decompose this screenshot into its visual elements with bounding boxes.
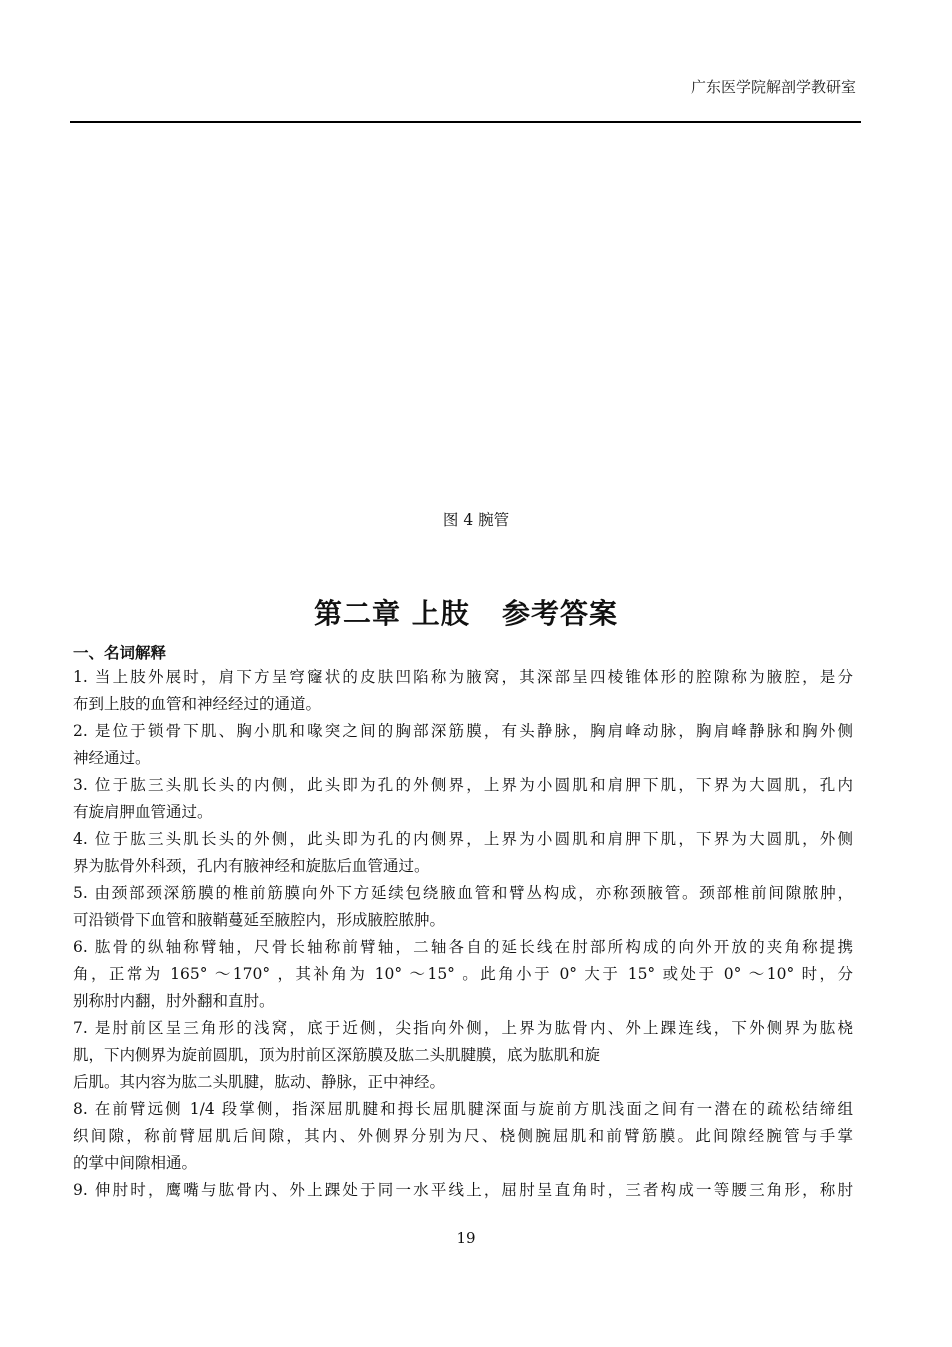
text-line: 8. 在前臂远侧 1/4 段掌侧，指深屈肌腱和拇长屈肌腱深面与旋前方肌浅面之间有一潜在的疏松结缔组: [73, 1100, 853, 1118]
header-institution: 广东医学院解剖学教研室: [690, 78, 856, 96]
section-heading: 一、名词解释: [73, 644, 167, 662]
text-line: 肌，下内侧界为旋前圆肌，顶为肘前区深筋膜及肱二头肌腱膜，底为肱肌和旋: [73, 1046, 601, 1064]
text-line: 后肌。其内容为肱二头肌腱，肱动、静脉，正中神经。: [73, 1073, 446, 1091]
text-line: 神经通过。: [73, 749, 151, 767]
text-line: 可沿锁骨下血管和腋鞘蔓延至腋腔内，形成腋腔脓肿。: [73, 911, 446, 929]
text-line: 布到上肢的血管和神经经过的通道。: [73, 695, 322, 713]
text-line: 界为肱骨外科颈，孔内有腋神经和旋肱后血管通过。: [73, 857, 430, 875]
text-line: 6. 肱骨的纵轴称臂轴，尺骨长轴称前臂轴，二轴各自的延长线在肘部所构成的向外开放的夹角称提携: [73, 938, 853, 956]
text-line: 别称肘内翻，肘外翻和直肘。: [73, 992, 275, 1010]
text-line: 4. 位于肱三头肌长头的外侧，此头即为孔的内侧界，上界为小圆肌和肩胛下肌，下界为大圆肌，外侧: [73, 830, 853, 848]
text-line: 2. 是位于锁骨下肌、胸小肌和喙突之间的胸部深筋膜，有头静脉，胸肩峰动脉，胸肩峰静脉和胸外侧: [73, 722, 853, 740]
text-line: 有旋肩胛血管通过。: [73, 803, 213, 821]
text-line: 的掌中间隙相通。: [73, 1154, 198, 1172]
text-line: 9. 伸肘时，鹰嘴与肱骨内、外上踝处于同一水平线上，屈肘呈直角时，三者构成一等腰三角形，称肘: [73, 1181, 853, 1199]
text-line: 7. 是肘前区呈三角形的浅窝，底于近侧，尖指向外侧，上界为肱骨内、外上踝连线，下外侧界为肱桡: [73, 1019, 853, 1037]
answer-body: [73, 664, 853, 1204]
text-line: 1. 当上肢外展时，肩下方呈穹窿状的皮肤凹陷称为腋窝，其深部呈四棱锥体形的腔隙称为腋腔，是分: [73, 668, 853, 686]
page-number: 19: [456, 1229, 476, 1247]
text-line: 织间隙，称前臂屈肌后间隙，其内、外侧界分别为尺、桡侧腕屈肌和前臂筋膜。此间隙经腕管与手掌: [73, 1127, 853, 1145]
figure-caption: 图 4 腕管: [442, 511, 510, 529]
chapter-title: 第二章 上肢 参考答案: [314, 597, 618, 630]
text-line: 角，正常为 165° ～170° ，其补角为 10° ～15° 。此角小于 0° 大于 15° 或处于 0° ～10° 时，分: [73, 965, 853, 983]
text-line: 5. 由颈部颈深筋膜的椎前筋膜向外下方延续包绕腋血管和臂丛构成，亦称颈腋管。颈部椎前间隙脓肿，: [73, 884, 853, 902]
header-divider: [70, 121, 861, 123]
text-line: 3. 位于肱三头肌长头的内侧，此头即为孔的外侧界，上界为小圆肌和肩胛下肌，下界为大圆肌，孔内: [73, 776, 853, 794]
